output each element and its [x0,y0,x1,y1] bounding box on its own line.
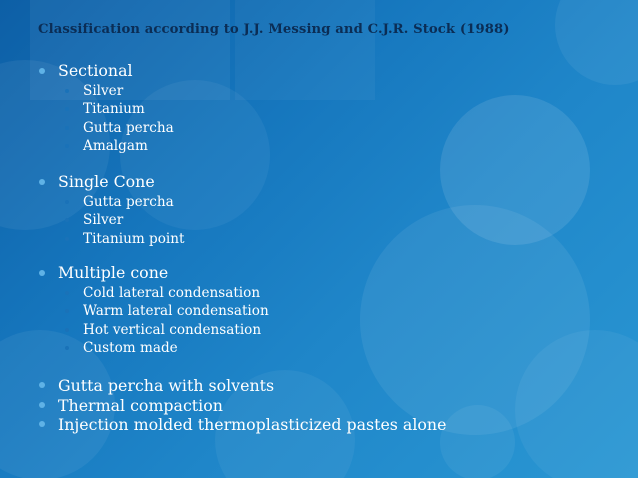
bullet-icon [65,144,69,148]
sub-list-item-label: Gutta percha [83,194,174,210]
list-item-label: Thermal compaction [58,395,223,415]
sub-list-item-label: Titanium [83,101,145,118]
sub-list-item [38,82,174,100]
sub-list-item [38,339,269,357]
sub-list-item [38,230,185,248]
bullet-icon [39,382,45,388]
list-item [38,173,185,191]
sub-list-item [38,284,269,302]
list-item-label: Injection molded thermoplasticized pastes alone [58,415,447,434]
list-item-label: Gutta percha with solvents [58,376,275,395]
bullet-icon [65,237,69,241]
list-item [38,376,446,396]
bullet-icon [39,421,45,427]
sub-list [38,193,185,248]
bullet-icon [65,309,69,313]
sub-list-item [38,211,185,229]
list-item [38,415,446,435]
bullet-icon [65,291,69,295]
sub-list [38,82,174,155]
bullet-icon [39,402,45,408]
group-sectional [38,62,174,155]
bullet-icon [65,107,69,111]
bullet-icon [65,89,69,93]
list-item [38,396,446,416]
bullet-icon [65,126,69,130]
list-item-label: Sectional [58,61,133,80]
slide-title: Classification according to J.J. Messing and C.J.R. Stock (1988) [38,22,510,37]
sub-list-item-label: Warm lateral condensation [83,303,269,320]
bullet-icon [39,270,45,276]
bullet-icon [39,68,45,74]
list-item-label: Single Cone [58,172,155,191]
group-multiple-cone [38,264,269,357]
sub-list-item-label: Silver [83,212,124,229]
list-item [38,62,174,80]
bullet-icon [39,179,45,185]
bullet-icon [65,346,69,350]
sub-list-item [38,100,174,118]
sub-list [38,284,269,357]
sub-list-item-label: Custom made [83,339,178,356]
bullet-icon [65,200,69,204]
sub-list-item [38,137,174,155]
group-single-cone [38,173,185,248]
sub-list-item-label: Silver [83,83,124,99]
bullet-icon [65,218,69,222]
sub-list-item [38,302,269,320]
sub-list-item-label: Amalgam [83,137,148,154]
sub-list-item [38,193,185,211]
list-item-label: Multiple cone [58,263,169,282]
sub-list-item [38,119,174,137]
sub-list-item [38,321,269,339]
bullet-icon [65,328,69,332]
list-item [38,264,269,282]
sub-list-item-label: Hot vertical condensation [83,321,262,338]
sub-list-item-label: Titanium point [83,230,185,247]
sub-list-item-label: Gutta percha [83,119,174,136]
sub-list-item-label: Cold lateral condensation [83,285,261,301]
group-other-methods [38,376,446,435]
